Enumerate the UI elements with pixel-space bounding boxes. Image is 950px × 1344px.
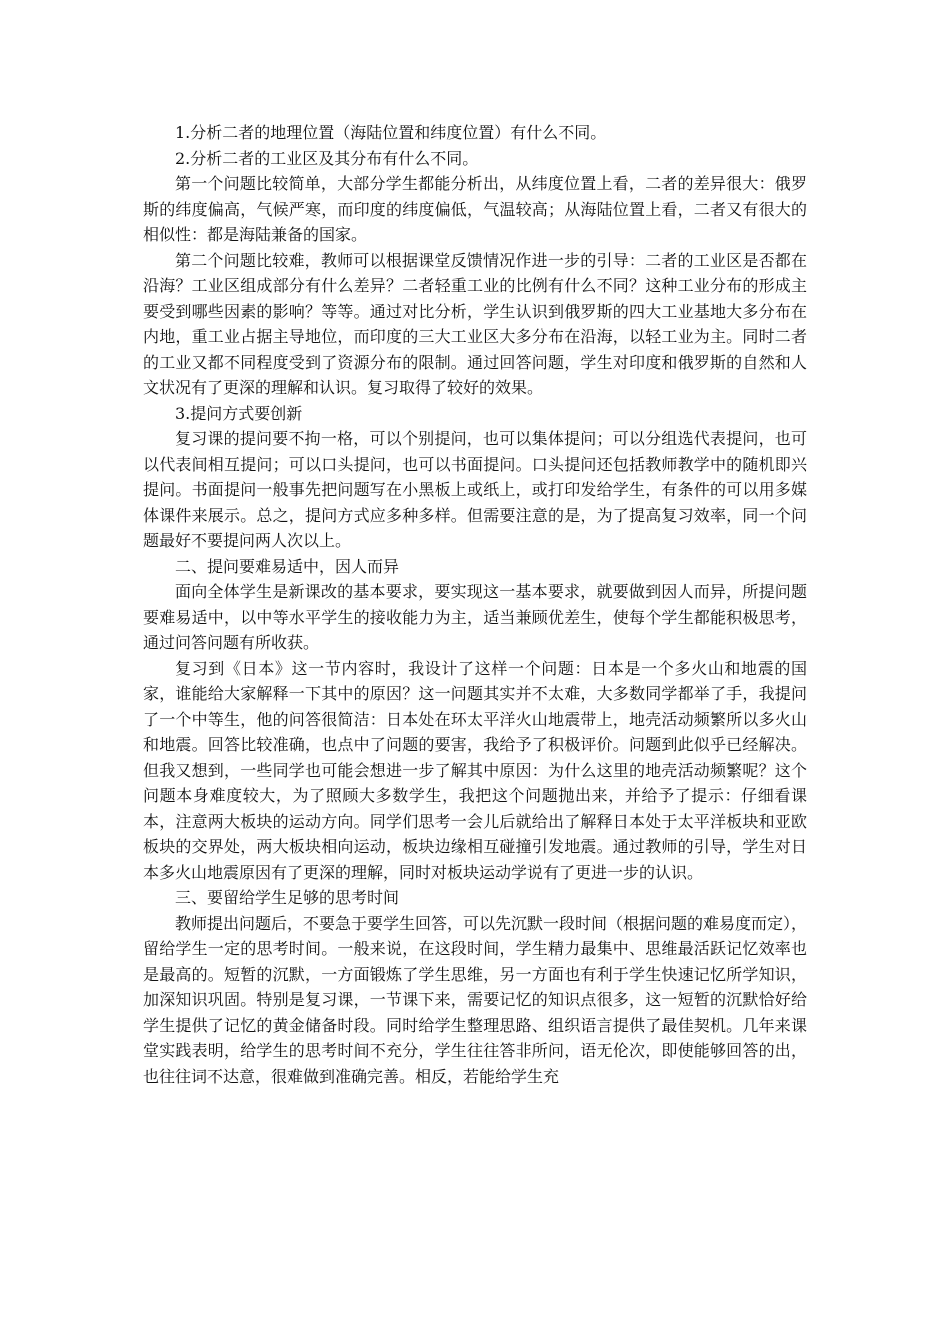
- paragraph-all-students: 面向全体学生是新课改的基本要求，要实现这一基本要求，就要做到因人而异，所提问题要难易适中，以中等水平学生的接收能力为主，适当兼顾优差生，使每个学生都能积极思考，通过问答问题有所收获。: [143, 582, 807, 652]
- list-item-2: 2.分析二者的工业区及其分布有什么不同。: [175, 148, 479, 168]
- body-text: [143, 120, 807, 1089]
- section-heading-2: 二、提问要难易适中，因人而异: [175, 556, 400, 576]
- paragraph-question-methods: 复习课的提问要不拘一格，可以个别提问，也可以集体提问；可以分组选代表提问，也可以代表间相互提问；可以口头提问，也可以书面提问。口头提问还包括教师教学中的随机即兴提问。书面提问一般事先把问题写在小黑板上或纸上，或打印发给学生，有条件的可以用多媒体课件来展示。总之，提问方式应多种多样。但需要注意的是，为了提高复习效率，同一个问题最好不要提问两人次以上。: [143, 429, 807, 550]
- paragraph-japan-example: 复习到《日本》这一节内容时，我设计了这样一个问题：日本是一个多火山和地震的国家，谁能给大家解释一下其中的原因？这一问题其实并不太难，大多数同学都举了手，我提问了一个中等生，他的问答很简洁：日本处在环太平洋火山地震带上，地壳活动频繁所以多火山和地震。回答比较准确，也点中了问题的要害，我给予了积极评价。问题到此似乎已经解决。但我又想到，一些同学也可能会想进一步了解其中原因：为什么这里的地壳活动频繁呢？这个问题本身难度较大，为了照顾大多数学生，我把这个问题抛出来，并给予了提示：仔细看课本，注意两大板块的运动方向。同学们思考一会儿后就给出了解释日本处于太平洋板块和亚欧板块的交界处，两大板块相向运动，板块边缘相互碰撞引发地震。通过教师的引导，学生对日本多火山地震原因有了更深的理解，同时对板块运动学说有了更进一步的认识。: [143, 658, 807, 882]
- paragraph-thinking-time: 教师提出问题后，不要急于要学生回答，可以先沉默一段时间（根据问题的难易度而定），留给学生一定的思考时间。一般来说，在这段时间，学生精力最集中、思维最活跃记忆效率也是最高的。短暂的沉默，一方面锻炼了学生思维，另一方面也有利于学生快速记忆所学知识，加深知识巩固。特别是复习课，一节课下来，需要记忆的知识点很多，这一短暂的沉默恰好给学生提供了记忆的黄金储备时段。同时给学生整理思路、组织语言提供了最佳契机。几年来课堂实践表明，给学生的思考时间不充分，学生往往答非所问，语无伦次，即使能够回答的出，也往往词不达意，很难做到准确完善。相反，若能给学生充: [143, 913, 808, 1086]
- paragraph-second-question: 第二个问题比较难，教师可以根据课堂反馈情况作进一步的引导：二者的工业区是否都在沿海？工业区组成部分有什么差异？二者轻重工业的比例有什么不同？这种工业分布的形成主要受到哪些因素的影响？等等。通过对比分析，学生认识到俄罗斯的四大工业基地大多分布在内地，重工业占据主导地位，而印度的三大工业区大多分布在沿海，以轻工业为主。同时二者的工业又都不同程度受到了资源分布的限制。通过回答问题，学生对印度和俄罗斯的自然和人文状况有了更深的理解和认识。复习取得了较好的效果。: [143, 250, 807, 397]
- list-item-1: 1.分析二者的地理位置（海陆位置和纬度位置）有什么不同。: [175, 123, 607, 142]
- section-heading-3: 三、要留给学生足够的思考时间: [175, 888, 400, 907]
- subheading-3: 3.提问方式要创新: [175, 403, 303, 423]
- paragraph-first-question: 第一个问题比较简单，大部分学生都能分析出，从纬度位置上看，二者的差异很大：俄罗斯的纬度偏高，气候严寒，而印度的纬度偏低，气温较高；从海陆位置上看，二者又有很大的相似性：都是海陆兼备的国家。: [143, 174, 807, 244]
